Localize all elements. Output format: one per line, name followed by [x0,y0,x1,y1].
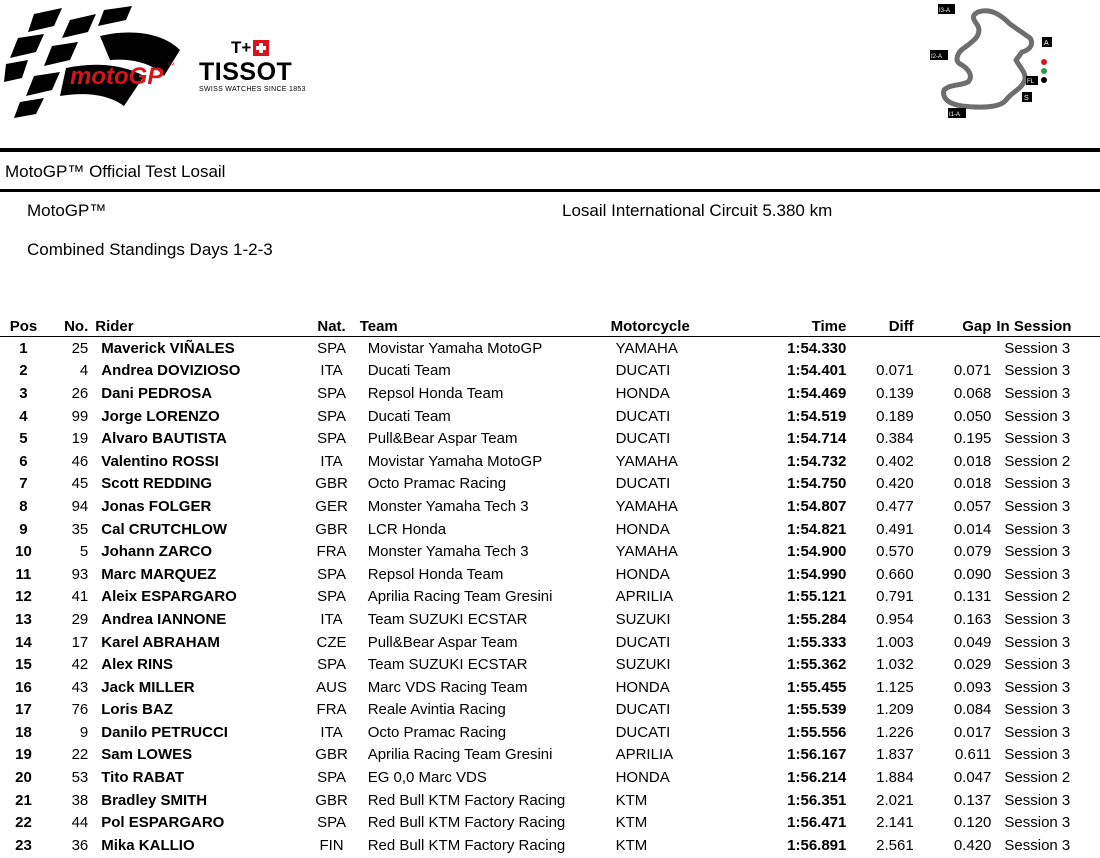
cell-motorcycle: YAMAHA [615,452,678,470]
cell-rider: Dani PEDROSA [101,384,213,402]
cell-motorcycle: HONDA [615,769,670,787]
table-row [0,427,1100,450]
cell-no: 5 [79,543,89,561]
cell-pos: 7 [19,475,28,493]
svg-text:I3-A: I3-A [939,8,951,14]
cell-nat: SPA [317,769,346,787]
track-map [920,4,1060,120]
cell-gap: 0.084 [953,701,992,719]
cell-team: Reale Avintia Racing [367,701,506,719]
cell-diff: 1.209 [876,701,914,719]
cell-motorcycle: DUCATI [615,701,671,719]
header-nat: Nat. [303,316,359,337]
svg-text:™: ™ [167,61,175,70]
header-session: In Session [991,316,1100,337]
cell-team: Octo Pramac Racing [367,475,507,493]
cell-diff: 0.491 [876,520,914,538]
results-body [0,337,1100,857]
cell-team: Red Bull KTM Factory Racing [367,791,566,809]
cell-time: 1:54.714 [787,430,847,448]
circuit-name: Losail International Circuit 5.380 km [562,201,833,220]
header-rider: Rider [88,316,303,337]
cell-motorcycle: SUZUKI [615,610,671,628]
cell-pos: 17 [15,701,32,719]
cell-gap: 0.018 [953,452,992,470]
cell-time: 1:54.469 [787,384,847,402]
cell-rider: Danilo PETRUCCI [101,723,228,741]
cell-gap: 0.057 [953,497,992,515]
cell-time: 1:56.214 [787,769,847,787]
cell-pos: 23 [15,836,32,854]
cell-nat: FIN [319,836,344,854]
cell-pos: 5 [19,430,28,448]
cell-rider: Pol ESPARGARO [101,814,225,832]
table-row [0,360,1100,383]
cell-diff: 2.141 [876,814,914,832]
standing-type: Combined Standings Days 1-2-3 [27,240,273,259]
cell-pos: 4 [19,407,28,425]
cell-session: Session 2 [1004,452,1071,470]
cell-session: Session 3 [1004,723,1071,741]
cell-diff: 0.071 [876,362,914,380]
cell-gap: 0.120 [953,814,992,832]
class-name: MotoGP™ [27,201,107,220]
cell-time: 1:54.330 [787,339,847,357]
cell-pos: 19 [15,746,32,764]
cell-gap: 0.018 [953,475,992,493]
cell-rider: Alvaro BAUTISTA [101,430,227,448]
cell-diff: 0.570 [876,543,914,561]
cell-gap: 0.163 [953,610,992,628]
cell-team: Ducati Team [367,362,451,380]
cell-session: Session 3 [1004,407,1071,425]
svg-text:S: S [1024,95,1029,102]
cell-team: Pull&Bear Aspar Team [367,430,518,448]
cell-motorcycle: HONDA [615,384,670,402]
cell-no: 36 [71,836,89,854]
cell-diff: 0.402 [876,452,914,470]
cell-time: 1:55.556 [787,723,847,741]
cell-time: 1:54.821 [787,520,847,538]
cell-pos: 10 [15,543,32,561]
cell-time: 1:54.732 [787,452,847,470]
tissot-wordmark: TISSOT [199,58,293,86]
tissot-mark: T+ [231,38,275,58]
table-row [0,563,1100,586]
cell-motorcycle: KTM [615,836,648,854]
table-row [0,789,1100,812]
cell-diff: 0.189 [876,407,914,425]
cell-team: Red Bull KTM Factory Racing [367,836,566,854]
cell-no: 22 [71,746,89,764]
cell-session: Session 3 [1004,475,1071,493]
cell-team: Team SUZUKI ECSTAR [367,610,528,628]
cell-nat: SPA [317,339,346,357]
table-row [0,811,1100,834]
cell-no: 99 [71,407,89,425]
tissot-tagline: SWISS WATCHES SINCE 1853 [199,86,306,93]
cell-pos: 18 [15,723,32,741]
cell-gap: 0.137 [953,791,992,809]
table-row [0,495,1100,518]
cell-rider: Tito RABAT [101,769,185,787]
cell-team: Pull&Bear Aspar Team [367,633,518,651]
cell-no: 45 [71,475,89,493]
table-row [0,337,1100,360]
cell-rider: Andrea DOVIZIOSO [101,362,241,380]
cell-no: 53 [71,769,89,787]
svg-text:FL: FL [1027,79,1035,85]
cell-diff: 0.384 [876,430,914,448]
cell-pos: 8 [19,497,28,515]
cell-session: Session 3 [1004,656,1071,674]
cell-motorcycle: DUCATI [615,407,671,425]
cell-nat: ITA [320,362,343,380]
cell-no: 4 [79,362,89,380]
cell-no: 29 [71,610,89,628]
event-title: MotoGP™ Official Test Losail [5,162,226,181]
cell-pos: 20 [15,769,32,787]
cell-time: 1:55.362 [787,656,847,674]
cell-session: Session 3 [1004,610,1071,628]
cell-session: Session 3 [1004,430,1071,448]
cell-diff: 1.226 [876,723,914,741]
cell-no: 25 [71,339,89,357]
tissot-logo [199,38,309,96]
motogp-logo [4,6,190,118]
cell-rider: Karel ABRAHAM [101,633,220,651]
header-diff: Diff [846,316,913,337]
cell-pos: 16 [15,678,32,696]
cell-time: 1:55.333 [787,633,847,651]
cell-diff: 2.561 [876,836,914,854]
cell-motorcycle: HONDA [615,678,670,696]
table-row [0,405,1100,428]
cell-team: Aprilia Racing Team Gresini [367,588,553,606]
cell-no: 9 [79,723,89,741]
cell-rider: Cal CRUTCHLOW [101,520,228,538]
table-row [0,382,1100,405]
cell-team: Repsol Honda Team [367,565,504,583]
cell-pos: 11 [15,565,32,583]
cell-time: 1:56.167 [787,746,847,764]
cell-team: Movistar Yamaha MotoGP [367,339,543,357]
cell-gap [914,337,992,360]
cell-time: 1:54.401 [787,362,847,380]
cell-time: 1:56.351 [787,791,847,809]
cell-session: Session 3 [1004,497,1071,515]
cell-diff: 0.791 [876,588,914,606]
cell-session: Session 3 [1004,814,1071,832]
header [0,0,1100,148]
cell-motorcycle: DUCATI [615,362,671,380]
cell-session: Session 3 [1004,339,1071,357]
cell-nat: GBR [315,746,348,764]
cell-time: 1:54.807 [787,497,847,515]
cell-no: 17 [71,633,89,651]
cell-time: 1:55.539 [787,701,847,719]
cell-no: 93 [71,565,89,583]
cell-session: Session 3 [1004,362,1071,380]
header-team: Team [360,316,611,337]
cell-diff [846,337,913,360]
results-table [0,316,1100,857]
header-time: Time [738,316,846,337]
cell-nat: ITA [320,610,343,628]
cell-nat: CZE [316,633,347,651]
cell-gap: 0.131 [953,588,992,606]
cell-time: 1:55.455 [787,678,847,696]
cell-team: Movistar Yamaha MotoGP [367,452,543,470]
cell-nat: ITA [320,452,343,470]
cell-team: Repsol Honda Team [367,384,504,402]
cell-session: Session 3 [1004,791,1071,809]
motogp-logo-text: motoGP [70,63,164,90]
cell-diff: 0.660 [876,565,914,583]
cell-pos: 12 [15,588,32,606]
cell-nat: SPA [317,407,346,425]
cell-motorcycle: DUCATI [615,633,671,651]
table-row [0,473,1100,496]
track-outline [944,11,1032,107]
cell-team: Marc VDS Racing Team [367,678,528,696]
cell-diff: 0.139 [876,384,914,402]
cell-team: EG 0,0 Marc VDS [367,769,487,787]
header-motorcycle: Motorcycle [611,316,738,337]
cell-diff: 1.003 [876,633,914,651]
table-row [0,653,1100,676]
cell-pos: 13 [15,610,32,628]
cell-pos: 9 [19,520,28,538]
cell-no: 35 [71,520,89,538]
cell-nat: SPA [317,588,346,606]
cell-no: 38 [71,791,89,809]
cell-motorcycle: YAMAHA [615,339,678,357]
cell-no: 76 [71,701,89,719]
cell-diff: 2.021 [876,791,914,809]
cell-gap: 0.195 [953,430,992,448]
cell-gap: 0.017 [953,723,992,741]
table-row [0,744,1100,767]
cell-gap: 0.068 [953,384,992,402]
cell-motorcycle: DUCATI [615,430,671,448]
cell-nat: FRA [316,543,347,561]
cell-session: Session 3 [1004,543,1071,561]
svg-text:I1-A: I1-A [949,112,961,118]
cell-diff: 1.032 [876,656,914,674]
cell-motorcycle: DUCATI [615,475,671,493]
header-pos: Pos [0,316,47,337]
cell-team: Aprilia Racing Team Gresini [367,746,553,764]
cell-rider: Loris BAZ [101,701,173,719]
cell-no: 41 [71,588,89,606]
cell-gap: 0.611 [954,746,992,764]
cell-time: 1:54.519 [787,407,847,425]
cell-pos: 22 [15,814,32,832]
cell-rider: Valentino ROSSI [101,452,219,470]
cell-pos: 15 [15,656,32,674]
cell-no: 44 [71,814,89,832]
header-rule [0,148,1100,152]
cell-rider: Jack MILLER [101,678,195,696]
table-row [0,631,1100,654]
cell-nat: AUS [316,678,347,696]
flag-icon [1041,77,1047,83]
table-row [0,834,1100,857]
table-row [0,699,1100,722]
cell-time: 1:56.891 [787,836,847,854]
cell-gap: 0.090 [953,565,992,583]
table-row [0,676,1100,699]
green-light-icon [1041,68,1047,74]
cell-nat: GER [315,497,348,515]
cell-no: 26 [71,384,89,402]
cell-gap: 0.014 [953,520,992,538]
cell-rider: Alex RINS [101,656,173,674]
red-light-icon [1041,59,1047,65]
cell-diff: 0.954 [876,610,914,628]
cell-gap: 0.071 [953,362,992,380]
cell-motorcycle: DUCATI [615,723,671,741]
cell-rider: Bradley SMITH [101,791,208,809]
cell-time: 1:54.900 [787,543,847,561]
cell-nat: SPA [317,565,346,583]
cell-diff: 1.125 [876,678,914,696]
cell-gap: 0.079 [953,543,992,561]
cell-session: Session 3 [1004,384,1071,402]
cell-session: Session 2 [1004,769,1071,787]
table-row [0,518,1100,541]
cell-diff: 1.884 [876,769,914,787]
cell-team: Team SUZUKI ECSTAR [367,656,528,674]
cell-session: Session 3 [1004,836,1071,854]
cell-no: 19 [71,430,89,448]
cell-motorcycle: APRILIA [615,746,674,764]
cell-rider: Jorge LORENZO [101,407,220,425]
cell-motorcycle: HONDA [615,565,670,583]
cell-gap: 0.093 [953,678,992,696]
cell-nat: SPA [317,814,346,832]
cell-team: Monster Yamaha Tech 3 [367,497,529,515]
cell-time: 1:54.750 [787,475,847,493]
cell-rider: Mika KALLIO [101,836,195,854]
cell-nat: GBR [315,791,348,809]
cell-rider: Marc MARQUEZ [101,565,217,583]
table-row [0,608,1100,631]
cell-pos: 6 [19,452,28,470]
cell-pos: 1 [19,339,28,357]
cell-team: Ducati Team [367,407,451,425]
cell-rider: Johann ZARCO [101,543,213,561]
cell-nat: SPA [317,384,346,402]
cell-gap: 0.049 [953,633,992,651]
cell-team: Octo Pramac Racing [367,723,507,741]
cell-rider: Aleix ESPARGARO [101,588,237,606]
cell-rider: Sam LOWES [101,746,193,764]
cell-team: LCR Honda [367,520,447,538]
cell-nat: GBR [315,475,348,493]
cell-diff: 0.420 [876,475,914,493]
cell-time: 1:55.121 [787,588,847,606]
table-row [0,721,1100,744]
cell-no: 94 [71,497,89,515]
cell-motorcycle: HONDA [615,520,670,538]
cell-team: Red Bull KTM Factory Racing [367,814,566,832]
cell-team: Monster Yamaha Tech 3 [367,543,529,561]
cell-session: Session 3 [1004,678,1071,696]
cell-rider: Maverick VIÑALES [101,339,235,357]
cell-nat: FRA [316,701,347,719]
cell-motorcycle: YAMAHA [615,497,678,515]
table-row [0,540,1100,563]
svg-text:A: A [1044,40,1049,47]
cell-diff: 0.477 [876,497,914,515]
cell-rider: Scott REDDING [101,475,213,493]
cell-session: Session 2 [1004,588,1071,606]
cell-rider: Andrea IANNONE [101,610,227,628]
cell-pos: 14 [15,633,32,651]
cell-rider: Jonas FOLGER [101,497,212,515]
cell-diff: 1.837 [876,746,914,764]
cell-time: 1:54.990 [787,565,847,583]
cell-gap: 0.047 [953,769,992,787]
table-row [0,450,1100,473]
cell-pos: 3 [19,384,28,402]
cell-time: 1:56.471 [787,814,847,832]
cell-gap: 0.050 [953,407,992,425]
svg-text:I2-A: I2-A [931,54,943,60]
table-row [0,766,1100,789]
cell-session: Session 3 [1004,565,1071,583]
cell-motorcycle: APRILIA [615,588,674,606]
cell-nat: GBR [315,520,348,538]
cell-nat: SPA [317,430,346,448]
cell-session: Session 3 [1004,520,1071,538]
cell-gap: 0.029 [953,656,992,674]
cell-no: 43 [71,678,89,696]
cell-gap: 0.420 [953,836,992,854]
cell-motorcycle: KTM [615,814,648,832]
header-gap: Gap [914,316,992,337]
cell-no: 46 [71,452,89,470]
cell-nat: ITA [320,723,343,741]
cell-session: Session 3 [1004,746,1071,764]
table-header-row [0,316,1100,337]
cell-no: 42 [71,656,89,674]
cell-time: 1:55.284 [787,610,847,628]
cell-motorcycle: SUZUKI [615,656,671,674]
cell-session: Session 3 [1004,701,1071,719]
cell-pos: 21 [15,791,32,809]
cell-motorcycle: YAMAHA [615,543,678,561]
title-rule [0,189,1100,192]
cell-nat: SPA [317,656,346,674]
cell-pos: 2 [19,362,28,380]
table-row [0,586,1100,609]
cell-motorcycle: KTM [615,791,648,809]
header-no: No. [47,316,88,337]
cell-session: Session 3 [1004,633,1071,651]
